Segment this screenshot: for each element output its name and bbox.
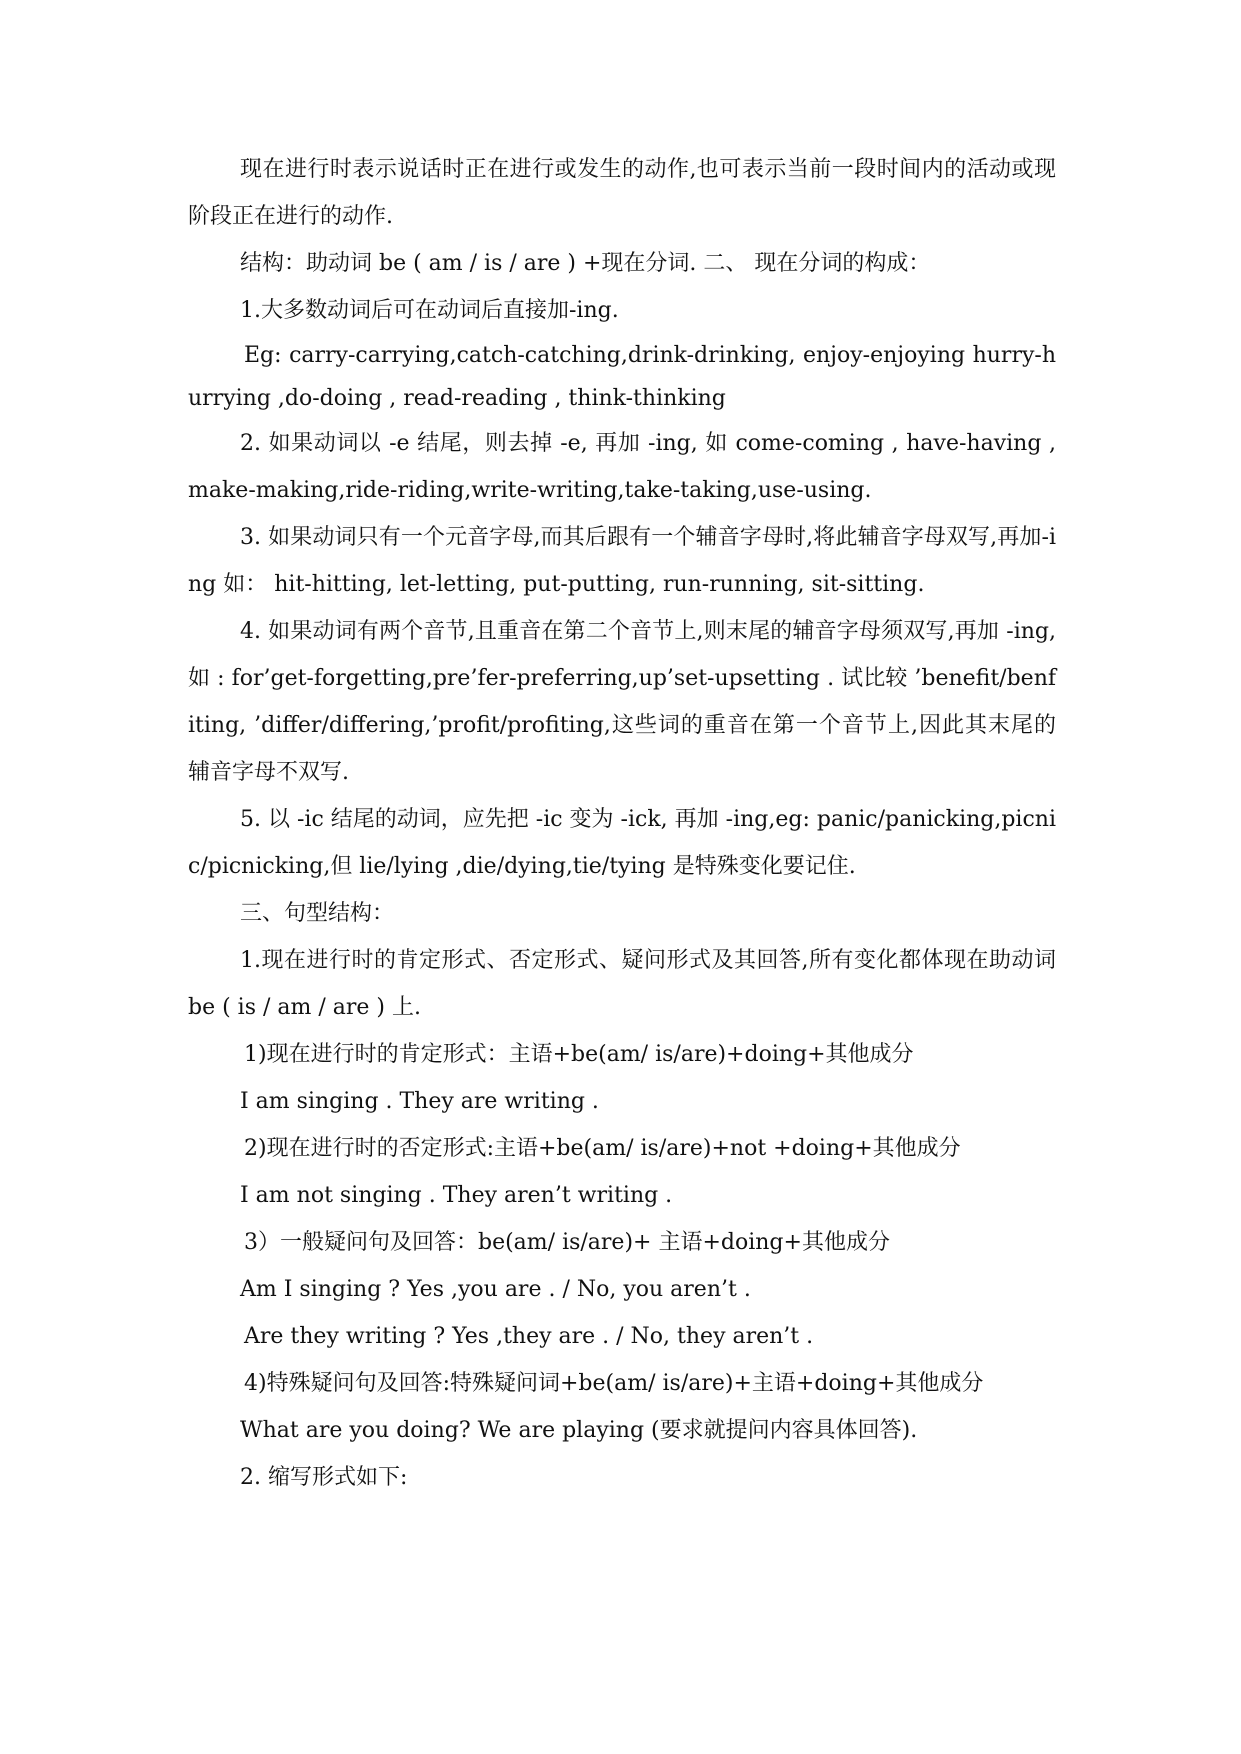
document-body [188,146,1056,1501]
rule-2: 2. 如果动词以 -e 结尾，则去掉 -e, 再加 -ing, 如 come-coming , have-having , make-making,ride-riding,write-writing,take-taking,use-using. [188,431,1056,503]
rule-1: 1.大多数动词后可在动词后直接加-ing. [240,298,619,323]
negative-form: 2)现在进行时的否定形式:主语+be(am/ is/are)+not +doing+其他成分 [244,1136,961,1161]
negative-example: I am not singing . They aren’t writing . [240,1183,673,1208]
question-form: 3）一般疑问句及回答：be(am/ is/are)+ 主语+doing+其他成分 [244,1230,890,1255]
affirmative-example: I am singing . They are writing . [240,1089,599,1114]
section-3-heading: 三、句型结构： [240,901,395,926]
rule-4: 4. 如果动词有两个音节,且重音在第二个音节上,则末尾的辅音字母须双写,再加 -ing, 如 : for’get-forgetting,pre’fer-preferring,up’set-upsetting . 试比较 ’benefit/benfiting, ’differ/differing,’profit/profiting,这些词的重音在第一个音节上,因此其末尾的辅音字母不双写. [188,619,1056,785]
wh-question-form: 4)特殊疑问句及回答:特殊疑问词+be(am/ is/are)+主语+doing+其他成分 [244,1371,984,1396]
affirmative-form: 1)现在进行时的肯定形式：主语+be(am/ is/are)+doing+其他成分 [244,1042,914,1067]
question-example-1: Am I singing ? Yes ,you are . / No, you aren’t . [240,1277,751,1302]
section-3-point-2: 2. 缩写形式如下: [240,1465,408,1490]
rule-3: 3. 如果动词只有一个元音字母,而其后跟有一个辅音字母时,将此辅音字母双写,再加-ing 如： hit-hitting, let-letting, put-putting, run-running, sit-sitting. [188,525,1056,597]
intro-paragraph: 现在进行时表示说话时正在进行或发生的动作,也可表示当前一段时间内的活动或现阶段正在进行的动作. [188,157,1056,229]
section-3-point-1: 1.现在进行时的肯定形式、否定形式、疑问形式及其回答,所有变化都体现在助动词 be ( is / am / are ) 上. [188,948,1056,1020]
structure-line: 结构：助动词 be ( am / is / are ) +现在分词. 二、 现在分词的构成： [240,251,931,276]
wh-question-example: What are you doing? We are playing (要求就提问内容具体回答). [240,1418,918,1443]
rule-1-example: Eg: carry-carrying,catch-catching,drink-drinking, enjoy-enjoying hurry-hurrying ,do-doing , read-reading , think-thinking [188,343,1056,411]
question-example-2: Are they writing ? Yes ,they are . / No, they aren’t . [244,1324,814,1349]
rule-5: 5. 以 -ic 结尾的动词，应先把 -ic 变为 -ick, 再加 -ing,eg: panic/panicking,picnic/picnicking,但 lie/lying ,die/dying,tie/tying 是特殊变化要记住. [188,807,1056,879]
